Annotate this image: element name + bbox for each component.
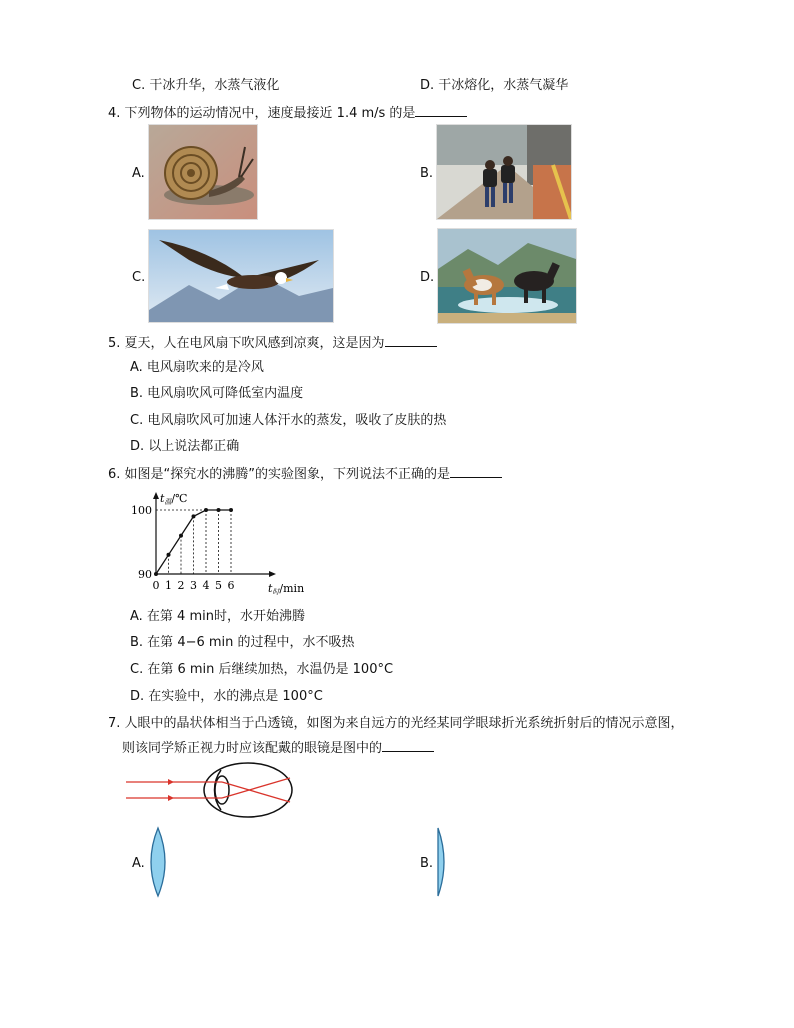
q5-option-d: D. 以上说法都正确 [130,439,240,454]
q5-option-b: B. 电风扇吹风可降低室内温度 [130,386,304,401]
x-tick-label: 2 [177,579,185,592]
snail-image [148,124,258,220]
data-point [179,534,183,538]
walking-children-image [436,124,572,220]
ray-arrow-upper [168,779,174,785]
q4-label-c: C. [132,270,146,285]
refracted-ray-upper [222,782,290,802]
q4-stem-text: 4. 下列物体的运动情况中，速度最接近 1.4 m/s 的是 [108,106,416,121]
convex-lens [146,826,170,898]
x-tick-label: 5 [215,579,222,592]
eagle-image [148,229,334,323]
x-tick-label: 1 [165,579,172,592]
data-point [154,572,158,576]
x-tick-label: 3 [190,579,197,592]
q6-option-a: A. 在第 4 min时，水开始沸腾 [130,609,305,624]
q5-option-c: C. 电风扇吹风可加速人体汗水的蒸发，吸收了皮肤的热 [130,413,447,428]
data-point [229,508,233,512]
q6-stem-text: 6. 如图是“探究水的沸腾”的实验图象，下列说法不正确的是 [108,467,451,482]
convex-lens-svg [146,826,170,898]
q7-label-a: A. [132,856,145,871]
x-tick-label: 4 [202,579,210,592]
q6-option-d: D. 在实验中，水的沸点是 100°C [130,689,323,704]
data-point [217,508,221,512]
q7-stem-line2 [122,737,434,756]
data-point [167,553,171,557]
eye-diagram-svg [124,762,300,822]
boiling-chart-svg [122,488,322,598]
crystalline-lens [215,776,229,804]
q5-option-a: A. 电风扇吹来的是冷风 [130,360,264,375]
answer-blank[interactable] [385,334,437,347]
boiling-chart [122,488,322,598]
answer-blank[interactable] [382,739,434,752]
snail-illustration [149,125,257,219]
q5-stem-text: 5. 夏天，人在电风扇下吹风感到凉爽，这是因为 [108,336,385,351]
answer-blank[interactable] [450,465,502,478]
horses-illustration [438,229,576,323]
q3-option-d: D. 干冰熔化，水蒸气凝华 [420,78,569,93]
q4-stem [108,102,467,121]
data-point [204,508,208,512]
q6-stem [108,463,502,482]
walking-children-illustration [437,125,571,219]
q7-label-b: B. [420,856,434,871]
eye-diagram [124,762,300,822]
plano-convex-lens-svg [432,826,452,898]
q4-label-b: B. [420,166,434,181]
ray-arrow-lower [168,795,174,801]
y-tick-label: 90 [138,568,152,581]
data-point [192,514,196,518]
convex-lens-shape [151,828,165,896]
x-axis-label: t时/min [268,582,305,596]
q5-stem [108,332,437,351]
q6-option-b: B. 在第 4−6 min 的过程中，水不吸热 [130,635,355,650]
plano-convex-lens [432,826,452,898]
q7-stem-line1: 7. 人眼中的晶状体相当于凸透镜，如图为来自远方的光经某同学眼球折光系统折射后的情况示意图， [108,716,684,731]
x-tick-label: 0 [152,579,160,592]
x-axis-arrow [269,571,276,577]
plano-convex-lens-shape [438,828,444,896]
horses-image [437,228,577,324]
q7-stem-text: 则该同学矫正视力时应该配戴的眼镜是图中的 [122,741,383,756]
q3-option-c: C. 干冰升华，水蒸气液化 [132,78,280,93]
q4-label-a: A. [132,166,145,181]
refracted-ray-lower [222,778,290,798]
x-tick-label: 6 [227,579,235,592]
y-tick-label: 100 [131,504,152,517]
q6-option-c: C. 在第 6 min 后继续加热，水温仍是 100°C [130,662,394,677]
y-axis-arrow [153,492,159,499]
y-axis-label: t温/℃ [160,492,188,506]
eagle-illustration [149,230,333,322]
q4-label-d: D. [420,270,435,285]
answer-blank[interactable] [415,104,467,117]
